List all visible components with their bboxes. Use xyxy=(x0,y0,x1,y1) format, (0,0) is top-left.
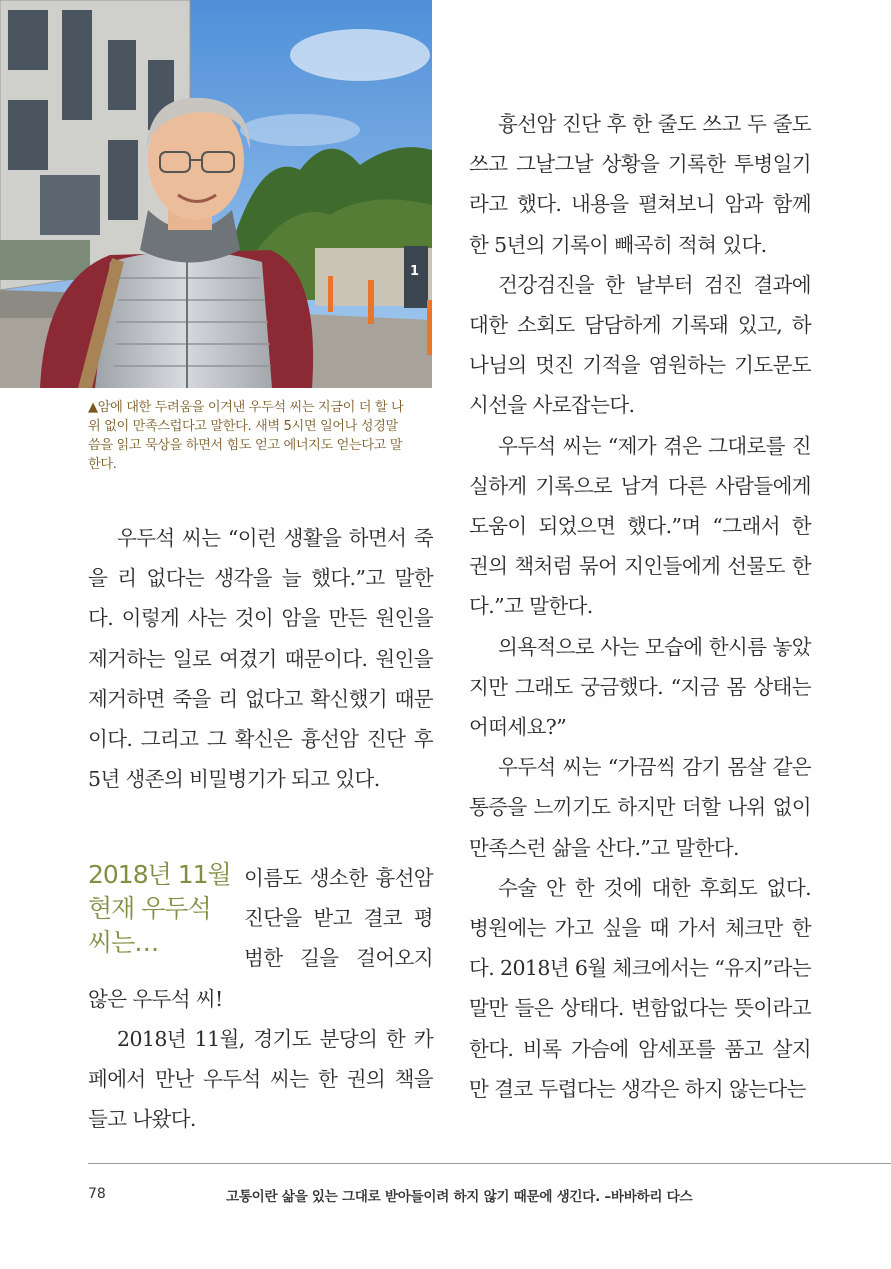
section-title xyxy=(88,858,232,960)
section-title-line: 현재 우두석 xyxy=(88,894,211,923)
footer-rule xyxy=(88,1163,891,1164)
paragraph: 우두석 씨는 “가끔씩 감기 몸살 같은 통증을 느끼기도 하지만 더할 나위 없이 만족스런 삶을 산다.”고 말한다. xyxy=(469,755,811,860)
page-number: 78 xyxy=(88,1186,106,1202)
section-block xyxy=(88,858,433,1139)
footer-quote: 고통이란 삶을 있는 그대로 받아들이려 하지 않기 때문에 생긴다. –바바하리 다스 xyxy=(226,1189,693,1205)
section-title-line: 씨는… xyxy=(88,928,159,957)
paragraph: 2018년 11월, 경기도 분당의 한 카페에서 만난 우두석 씨는 한 권의 책을 들고 나왔다. xyxy=(88,1026,433,1132)
right-column xyxy=(469,104,811,1109)
photo-caption xyxy=(88,398,406,474)
caption-text: 암에 대한 두려움을 이겨낸 우두석 씨는 지금이 더 할 나위 없이 만족스럽다고 말한다. 새벽 5시면 일어나 성경말씀을 읽고 묵상을 하면서 힘도 얻고 에너지도 얻는다고 말한다. xyxy=(88,400,404,472)
caption-marker: ▲ xyxy=(88,400,98,415)
paragraph: 건강검진을 한 날부터 검진 결과에 대한 소회도 담담하게 기록돼 있고, 하나님의 멋진 기적을 염원하는 기도문도 시선을 사로잡는다. xyxy=(469,272,811,418)
sign-number: 1 xyxy=(410,264,420,279)
paragraph: 우두석 씨는 “이런 생활을 하면서 죽을 리 없다는 생각을 늘 했다.”고 말한다. 이렇게 사는 것이 암을 만든 원인을 제거하는 일로 여겼기 때문이다. 원인을 제거하면 죽을 리 없다고 확신했기 때문이다. 그리고 그 확신은 흉선암 진단 후 5년 생존의 비밀병기가 되고 있다. xyxy=(88,526,433,792)
paragraph: 의욕적으로 사는 모습에 한시름 놓았지만 그래도 궁금했다. “지금 몸 상태는 어떠세요?” xyxy=(469,634,811,740)
paragraph: 수술 안 한 것에 대한 후회도 없다. 병원에는 가고 싶을 때 가서 체크만 한다. 2018년 6월 체크에서는 “유지”라는 말만 들은 상태다. 변함없다는 뜻이라고 한다. 비록 가슴에 암세포를 품고 살지만 결코 두렵다는 생각은 하지 않는다는 xyxy=(469,875,811,1101)
section-title-line: 2018년 11월 xyxy=(88,860,231,889)
left-column xyxy=(88,518,433,799)
paragraph: 우두석 씨는 “제가 겪은 그대로를 진실하게 기록으로 남겨 다른 사람들에게 도움이 되었으면 했다.”며 “그래서 한 권의 책처럼 묶어 지인들에게 선물도 한다.”고 말한다. xyxy=(469,433,811,619)
photo xyxy=(0,0,432,388)
paragraph: 이름도 생소한 흉선암 진단을 받고 결코 평범한 길을 걸어오지 않은 우두석 씨! xyxy=(88,866,433,1011)
paragraph: 흉선암 진단 후 한 줄도 쓰고 두 줄도 쓰고 그날그날 상황을 기록한 투병일기라고 했다. 내용을 펼쳐보니 암과 함께 한 5년의 기록이 빼곡히 적혀 있다. xyxy=(469,112,811,257)
